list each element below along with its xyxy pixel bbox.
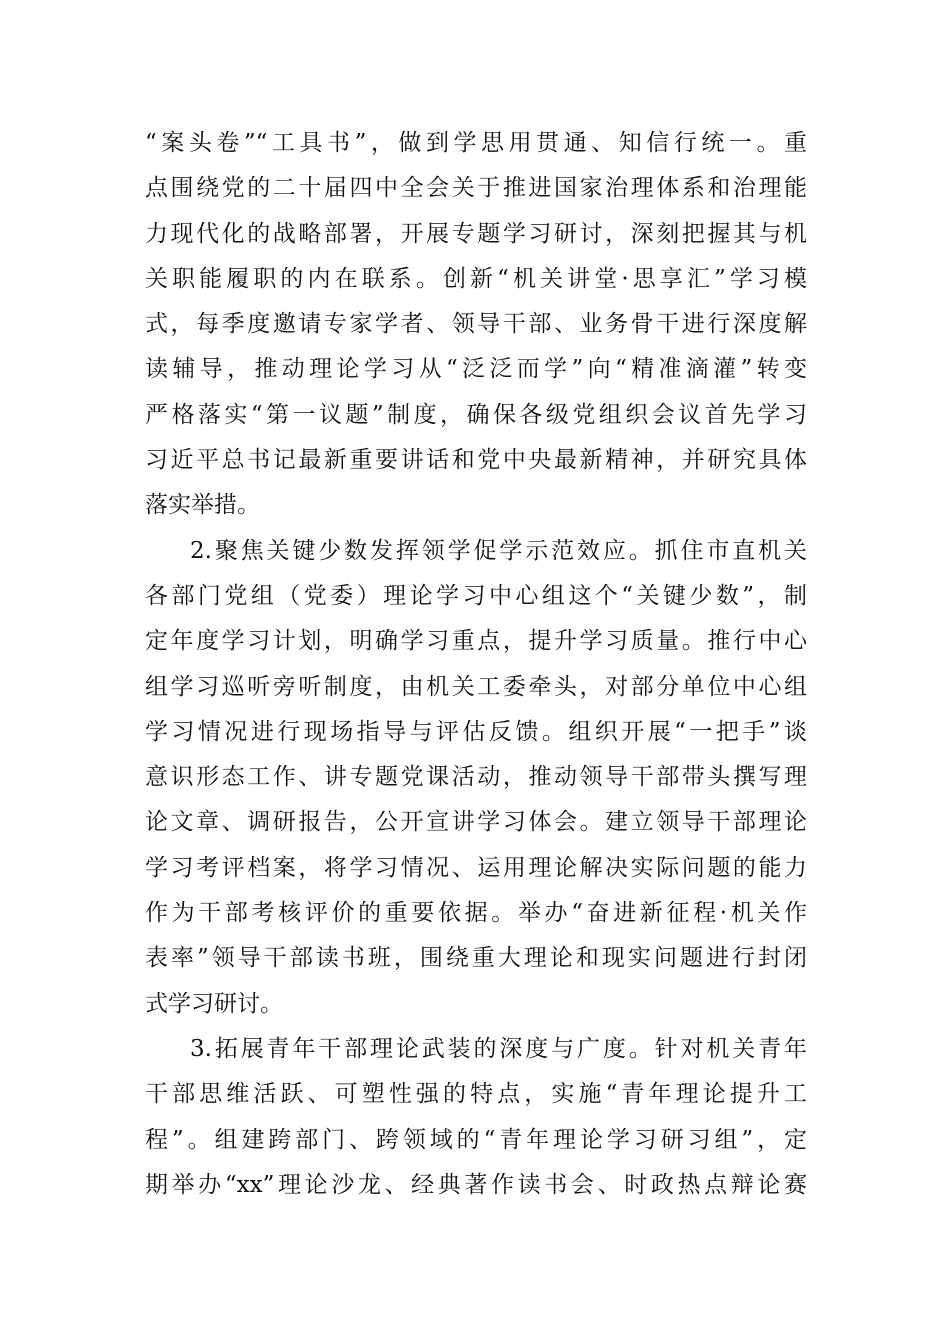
text-line: “案头卷”“工具书”，做到学思用贯通、知信行统一。重	[145, 130, 807, 156]
document-body	[145, 121, 807, 1208]
text-line: 2.聚焦关键少数发挥领学促学示范效应。抓住市直机关	[190, 537, 807, 564]
text-line: 学习考评档案，将学习情况、运用理论解决实际问题的能力	[145, 854, 807, 881]
text-line: 作为干部考核评价的重要依据。举办“奋进新征程·机关作	[145, 900, 807, 927]
text-line: 式学习研讨。	[145, 990, 283, 1017]
text-line: 论文章、调研报告，公开宣讲学习体会。建立领导干部理论	[145, 809, 807, 836]
text-line: 严格落实“第一议题”制度，确保各级党组织会议首先学习	[145, 401, 807, 428]
paragraph-2	[145, 529, 807, 1027]
text-line: 各部门党组（党委）理论学习中心组这个“关键少数”，制	[145, 582, 807, 609]
text-line: 关职能履职的内在联系。创新“机关讲堂·思享汇”学习模	[145, 265, 807, 292]
text-line: 组学习巡听旁听制度，由机关工委牵头，对部分单位中心组	[145, 673, 807, 700]
text-line: 读辅导，推动理论学习从“泛泛而学”向“精准滴灌”转变	[145, 356, 807, 383]
text-line: 3.拓展青年干部理论武装的深度与广度。针对机关青年	[190, 1035, 807, 1062]
text-line: 定年度学习计划，明确学习重点，提升学习质量。推行中心	[145, 628, 807, 655]
text-line: 习近平总书记最新重要讲话和党中央最新精神，并研究具体	[145, 447, 807, 474]
text-line: 力现代化的战略部署，开展专题学习研讨，深刻把握其与机	[145, 220, 807, 247]
text-line: 意识形态工作、讲专题党课活动，推动领导干部带头撰写理	[145, 764, 807, 791]
text-line: 式，每季度邀请专家学者、领导干部、业务骨干进行深度解	[145, 311, 807, 338]
text-line: 程”。组建跨部门、跨领域的“青年理论学习研习组”，定	[145, 1126, 807, 1153]
text-line: 表率”领导干部读书班，围绕重大理论和现实问题进行封闭	[145, 945, 807, 972]
text-line: 点围绕党的二十届四中全会关于推进国家治理体系和治理能	[145, 175, 807, 202]
paragraph-3	[145, 1027, 807, 1208]
text-line: 期举办“xx”理论沙龙、经典著作读书会、时政热点辩论赛	[145, 1171, 807, 1198]
text-line: 干部思维活跃、可塑性强的特点，实施“青年理论提升工	[145, 1081, 807, 1108]
text-line: 学习情况进行现场指导与评估反馈。组织开展“一把手”谈	[145, 718, 807, 745]
paragraph-1	[145, 121, 807, 529]
text-line: 落实举措。	[145, 492, 260, 519]
